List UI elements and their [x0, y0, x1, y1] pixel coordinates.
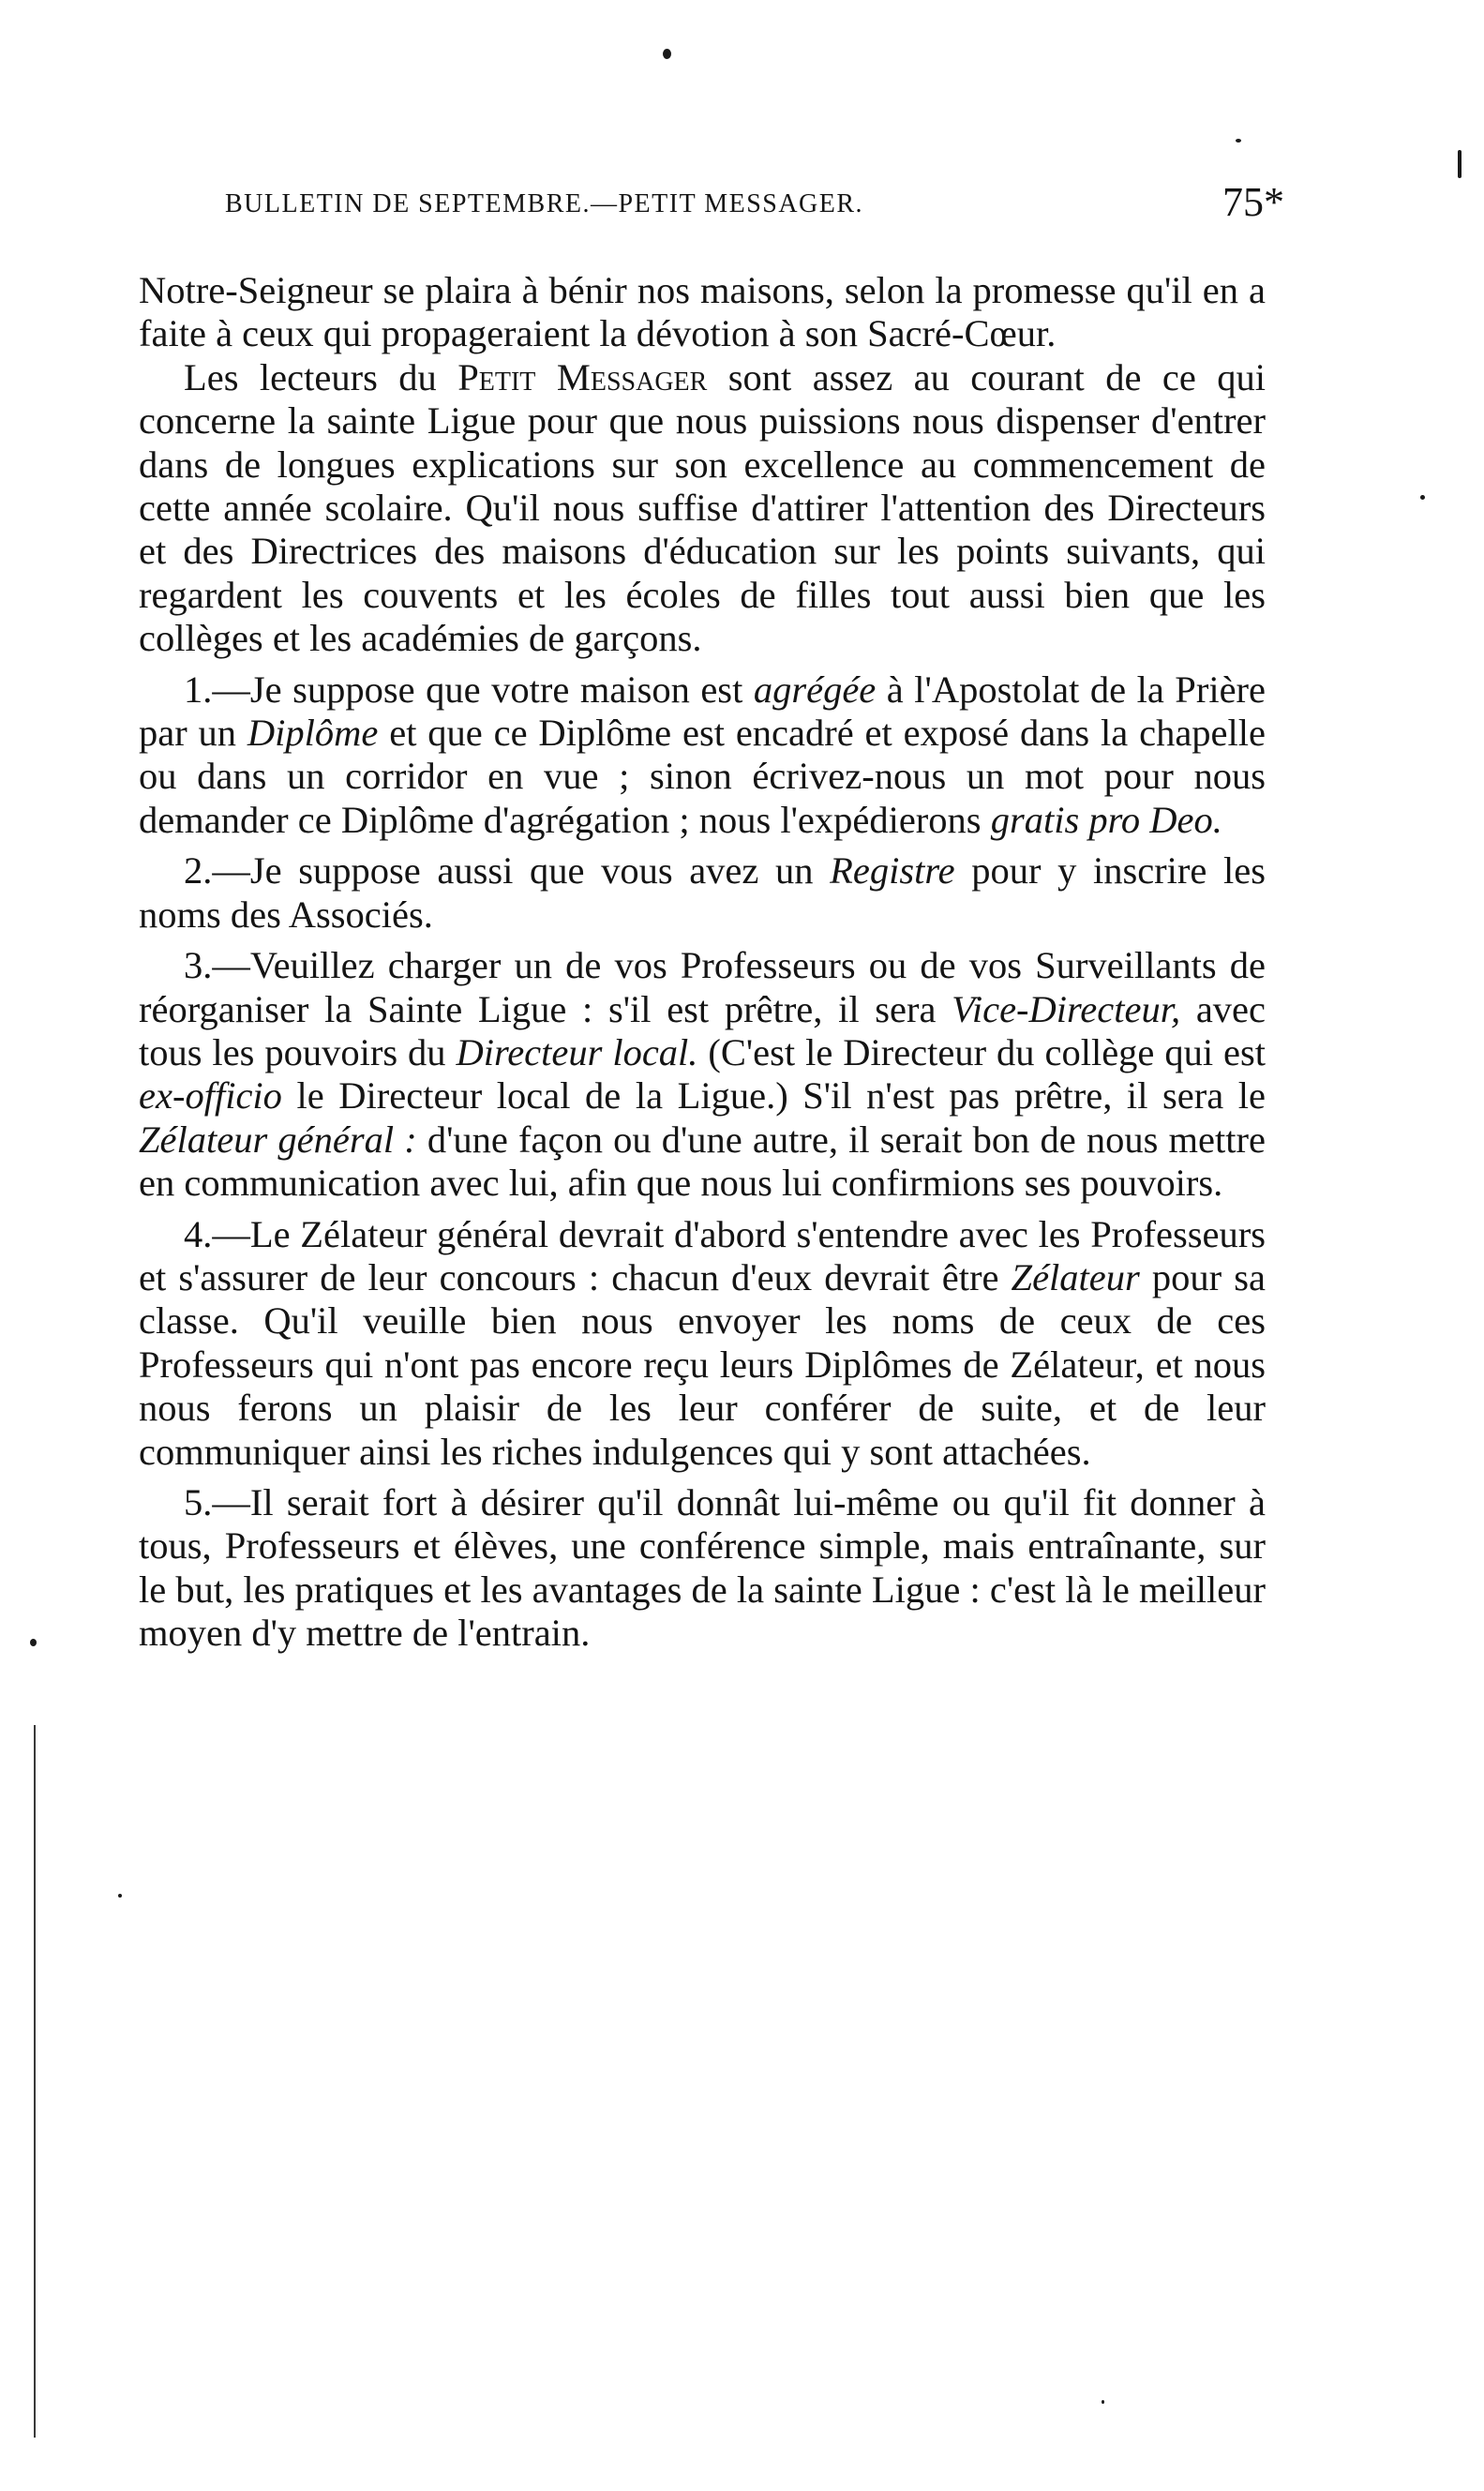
list-item-4: 4.—Le Zélateur général devrait d'abord s'entendre avec les Professeurs et s'assurer de leur concours : chacun d'eux devrait être Zélateur pour sa classe. Qu'il veuille bien nous envoyer les noms de ceux de ces Professeurs qui n'ont pas encore reçu leurs Diplômes de Zélateur, et nous nous ferons un plaisir de les leur conférer de suite, et de leur communiquer ainsi les riches indulgences qui y sont attachées.: [139, 1212, 1266, 1473]
scan-speck: [1102, 2400, 1104, 2404]
scan-edge-line: [34, 1725, 36, 2438]
list-item-2: 2.—Je suppose aussi que vous avez un Registre pour y inscrire les noms des Associés.: [139, 849, 1266, 936]
paragraph-intro: Les lecteurs du Petit Messager sont assez au courant de ce qui concerne la sainte Ligue pour que nous puissions nous dispenser d'entrer dans de longues explications sur son excellence au commencement de cette année scolaire. Qu'il nous suffise d'attirer l'attention des Directeurs et des Directrices des maisons d'éducation sur les points suivants, qui regardent les couvents et les écoles de filles tout aussi bien que les collèges et les académies de garçons.: [139, 355, 1267, 660]
paragraph-continuation: Notre-Seigneur se plaira à bénir nos maisons, selon la promesse qu'il en a faite à ceux qui propageraient la dévotion à son Sacré-Cœur.: [139, 269, 1266, 355]
scan-speck: [1236, 139, 1241, 143]
scan-speck: [30, 1639, 37, 1646]
list-item-3: 3.—Veuillez charger un de vos Professeurs ou de vos Surveillants de réorganiser la Sainte Ligue : s'il est prêtre, il sera Vice-Directeur, avec tous les pouvoirs du Directeur local. (C'est le Directeur du collège qui est ex-officio le Directeur local de la Ligue.) S'il n'est pas prêtre, il sera le Zélateur général : d'une façon ou d'une autre, il serait bon de nous mettre en communication avec lui, afin que nous lui confirmions ses pouvoirs.: [139, 944, 1266, 1205]
scan-speck: [663, 49, 671, 59]
journal-name: Petit Messager: [457, 355, 708, 398]
page-number: 75*: [1222, 179, 1284, 225]
list-item-1: 1.—Je suppose que votre maison est agrégée à l'Apostolat de la Prière par un Diplôme et que ce Diplôme est encadré et exposé dans la chapelle ou dans un corridor en vue ; sinon écrivez-nous un mot pour nous demander ce Diplôme d'agrégation ; nous l'expédierons gratis pro Deo.: [139, 668, 1267, 841]
scan-speck: [118, 1894, 122, 1898]
scan-speck: [1458, 150, 1462, 178]
page-body: [139, 269, 1266, 1656]
list-item-5: 5.—Il serait fort à désirer qu'il donnât lui-même ou qu'il fit donner à tous, Professeurs et élèves, une conférence simple, mais entraînante, sur le but, les pratiques et les avantages de la sainte Ligue : c'est là le meilleur moyen d'y mettre de l'entrain.: [139, 1480, 1266, 1655]
page-header: [225, 178, 1284, 234]
scan-speck: [1420, 495, 1425, 500]
running-title: BULLETIN DE SEPTEMBRE.—PETIT MESSAGER.: [225, 189, 864, 218]
